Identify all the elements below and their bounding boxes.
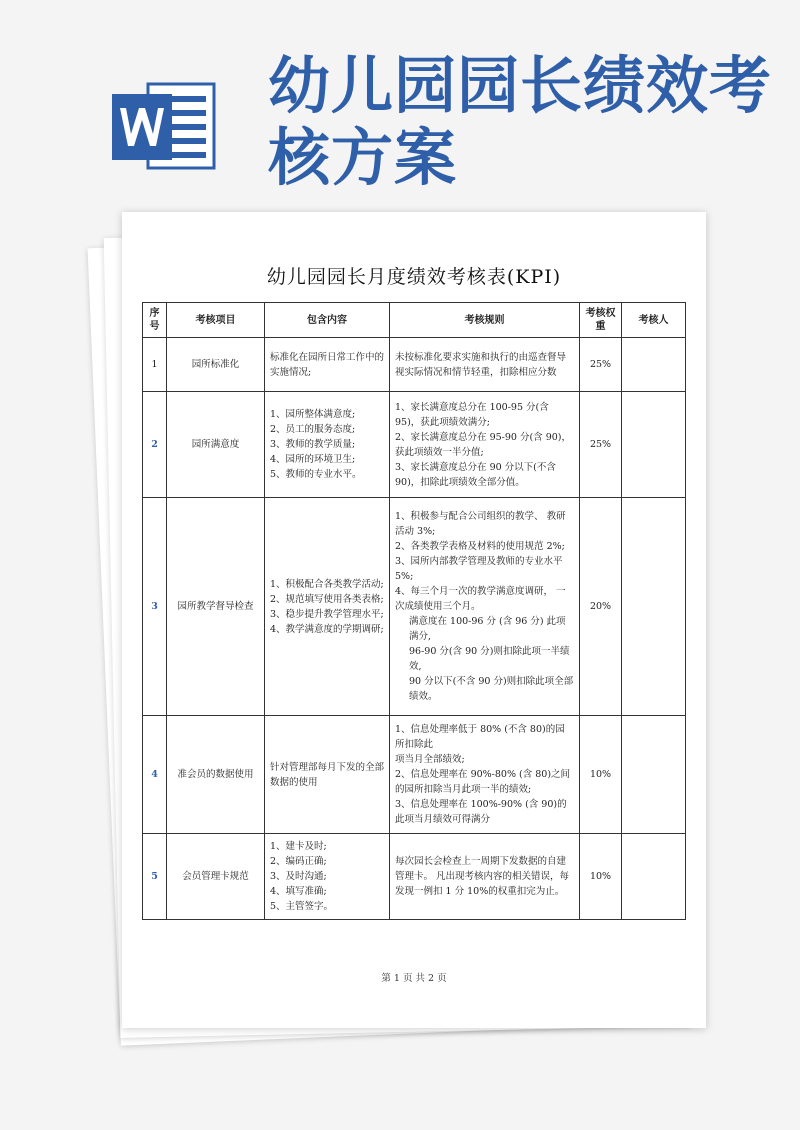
table-row <box>143 716 686 834</box>
word-document-icon <box>112 80 216 172</box>
row-rule <box>390 392 580 498</box>
row-no: 2 <box>143 392 167 498</box>
content-line: 3、稳步提升教学管理水平; <box>270 608 384 620</box>
document-title: 幼儿园园长月度绩效考核表(KPI) <box>266 266 562 288</box>
rule-line: 96-90 分(含 90 分)则扣除此项一半绩效, <box>409 646 570 672</box>
table-header-row <box>143 303 686 338</box>
row-no: 3 <box>143 498 167 716</box>
rule-line: 1、家长满意度总分在 100-95 分(含 95)，获此项绩效满分; <box>395 401 549 428</box>
table-row <box>143 338 686 392</box>
rule-line: 4、每三个月一次的教学满意度调研， 一次成绩使用三个月。 <box>395 586 566 612</box>
content-line: 标准化在园所日常工作中的实施情况; <box>270 351 385 378</box>
row-content <box>265 834 390 920</box>
row-assessor <box>622 498 686 716</box>
row-rule <box>390 338 580 392</box>
content-line: 3、教师的教学质量; <box>270 439 356 450</box>
page-footer: 第 1 页 共 2 页 <box>381 973 447 984</box>
header-no: 序号 <box>143 303 167 338</box>
content-line: 3、及时沟通; <box>270 871 327 882</box>
row-rule <box>390 716 580 834</box>
row-content <box>265 498 390 716</box>
content-line: 2、员工的服务态度; <box>270 424 356 435</box>
rule-line: 90 分以下(不含 90 分)则扣除此项全部绩效。 <box>409 676 574 702</box>
row-rule <box>390 498 580 716</box>
row-no: 4 <box>143 716 167 834</box>
row-item: 园所满意度 <box>167 392 265 498</box>
content-line: 4、园所的环境卫生; <box>270 454 356 465</box>
header-assessor: 考核人 <box>622 303 686 338</box>
row-weight: 25% <box>580 392 622 498</box>
row-weight: 25% <box>580 338 622 392</box>
row-content <box>265 716 390 834</box>
row-no: 5 <box>143 834 167 920</box>
header-rule: 考核规则 <box>390 303 580 338</box>
kpi-table <box>142 302 686 920</box>
content-line: 5、教师的专业水平。 <box>270 469 362 480</box>
content-line: 1、建卡及时; <box>270 841 327 852</box>
row-assessor <box>622 392 686 498</box>
rule-line: 3、信息处理率在 100%-90% (含 90)的此项当月绩效可得满分 <box>395 799 567 825</box>
banner-title: 幼儿园园长绩效考核方案 <box>268 49 773 194</box>
table-row <box>143 834 686 920</box>
rule-line: 2、家长满意度总分在 95-90 分(含 90)，获此项绩效一半分值; <box>395 431 571 458</box>
content-line: 1、积极配合各类教学活动; <box>270 578 384 590</box>
row-item: 准会员的数据使用 <box>167 716 265 834</box>
rule-line: 3、园所内部教学管理及教师的专业水平 5%; <box>395 556 563 582</box>
rule-line: 2、各类教学表格及材料的使用规范 2%; <box>395 541 565 552</box>
header-weight: 考核权重 <box>580 303 622 338</box>
rule-line: 满意度在 100-96 分 (含 96 分) 此项满分, <box>409 616 566 642</box>
rule-line: 3、家长满意度总分在 90 分以下(不含 90)，扣除此项绩效全部分值。 <box>395 461 556 488</box>
rule-line: 未按标准化要求实施和执行的由巡查督导视实际情况和情节轻重，扣除相应分数 <box>395 351 567 378</box>
document-page <box>122 212 706 1028</box>
content-line: 针对管理部每月下发的全部数据的使用 <box>270 761 385 788</box>
content-line: 5、主管签字。 <box>270 901 334 912</box>
content-line: 2、规范填写使用各类表格; <box>270 593 384 605</box>
row-item: 会员管理卡规范 <box>167 834 265 920</box>
row-assessor <box>622 834 686 920</box>
row-weight: 10% <box>580 834 622 920</box>
row-assessor <box>622 338 686 392</box>
content-line: 1、园所整体满意度; <box>270 409 356 420</box>
row-content <box>265 338 390 392</box>
rule-line: 1、信息处理率低于 80% (不含 80)的园所扣除此 <box>395 724 565 750</box>
rule-line: 1、积极参与配合公司组织的教学、 教研活动 3%; <box>395 511 566 537</box>
rule-line: 2、信息处理率在 90%-80% (含 80)之间的园所扣除当月此项一半的绩效; <box>395 769 571 795</box>
table-row <box>143 392 686 498</box>
row-no: 1 <box>143 338 167 392</box>
rule-line: 每次园长会检查上一周期下发数据的自建管理卡。 凡出现考核内容的相关错误，每发现一例扣 1 分 10%的权重扣完为止。 <box>395 856 570 897</box>
row-content <box>265 392 390 498</box>
row-weight: 20% <box>580 498 622 716</box>
header-item: 考核项目 <box>167 303 265 338</box>
content-line: 4、填写准确; <box>270 886 327 897</box>
content-line: 2、编码正确; <box>270 856 327 867</box>
rule-line: 项当月全部绩效; <box>395 754 465 765</box>
row-weight: 10% <box>580 716 622 834</box>
row-item: 园所教学督导检查 <box>167 498 265 716</box>
row-rule <box>390 834 580 920</box>
row-assessor <box>622 716 686 834</box>
header-content: 包含内容 <box>265 303 390 338</box>
content-line: 4、教学满意度的学期调研; <box>270 623 384 635</box>
row-item: 园所标准化 <box>167 338 265 392</box>
table-row <box>143 498 686 716</box>
